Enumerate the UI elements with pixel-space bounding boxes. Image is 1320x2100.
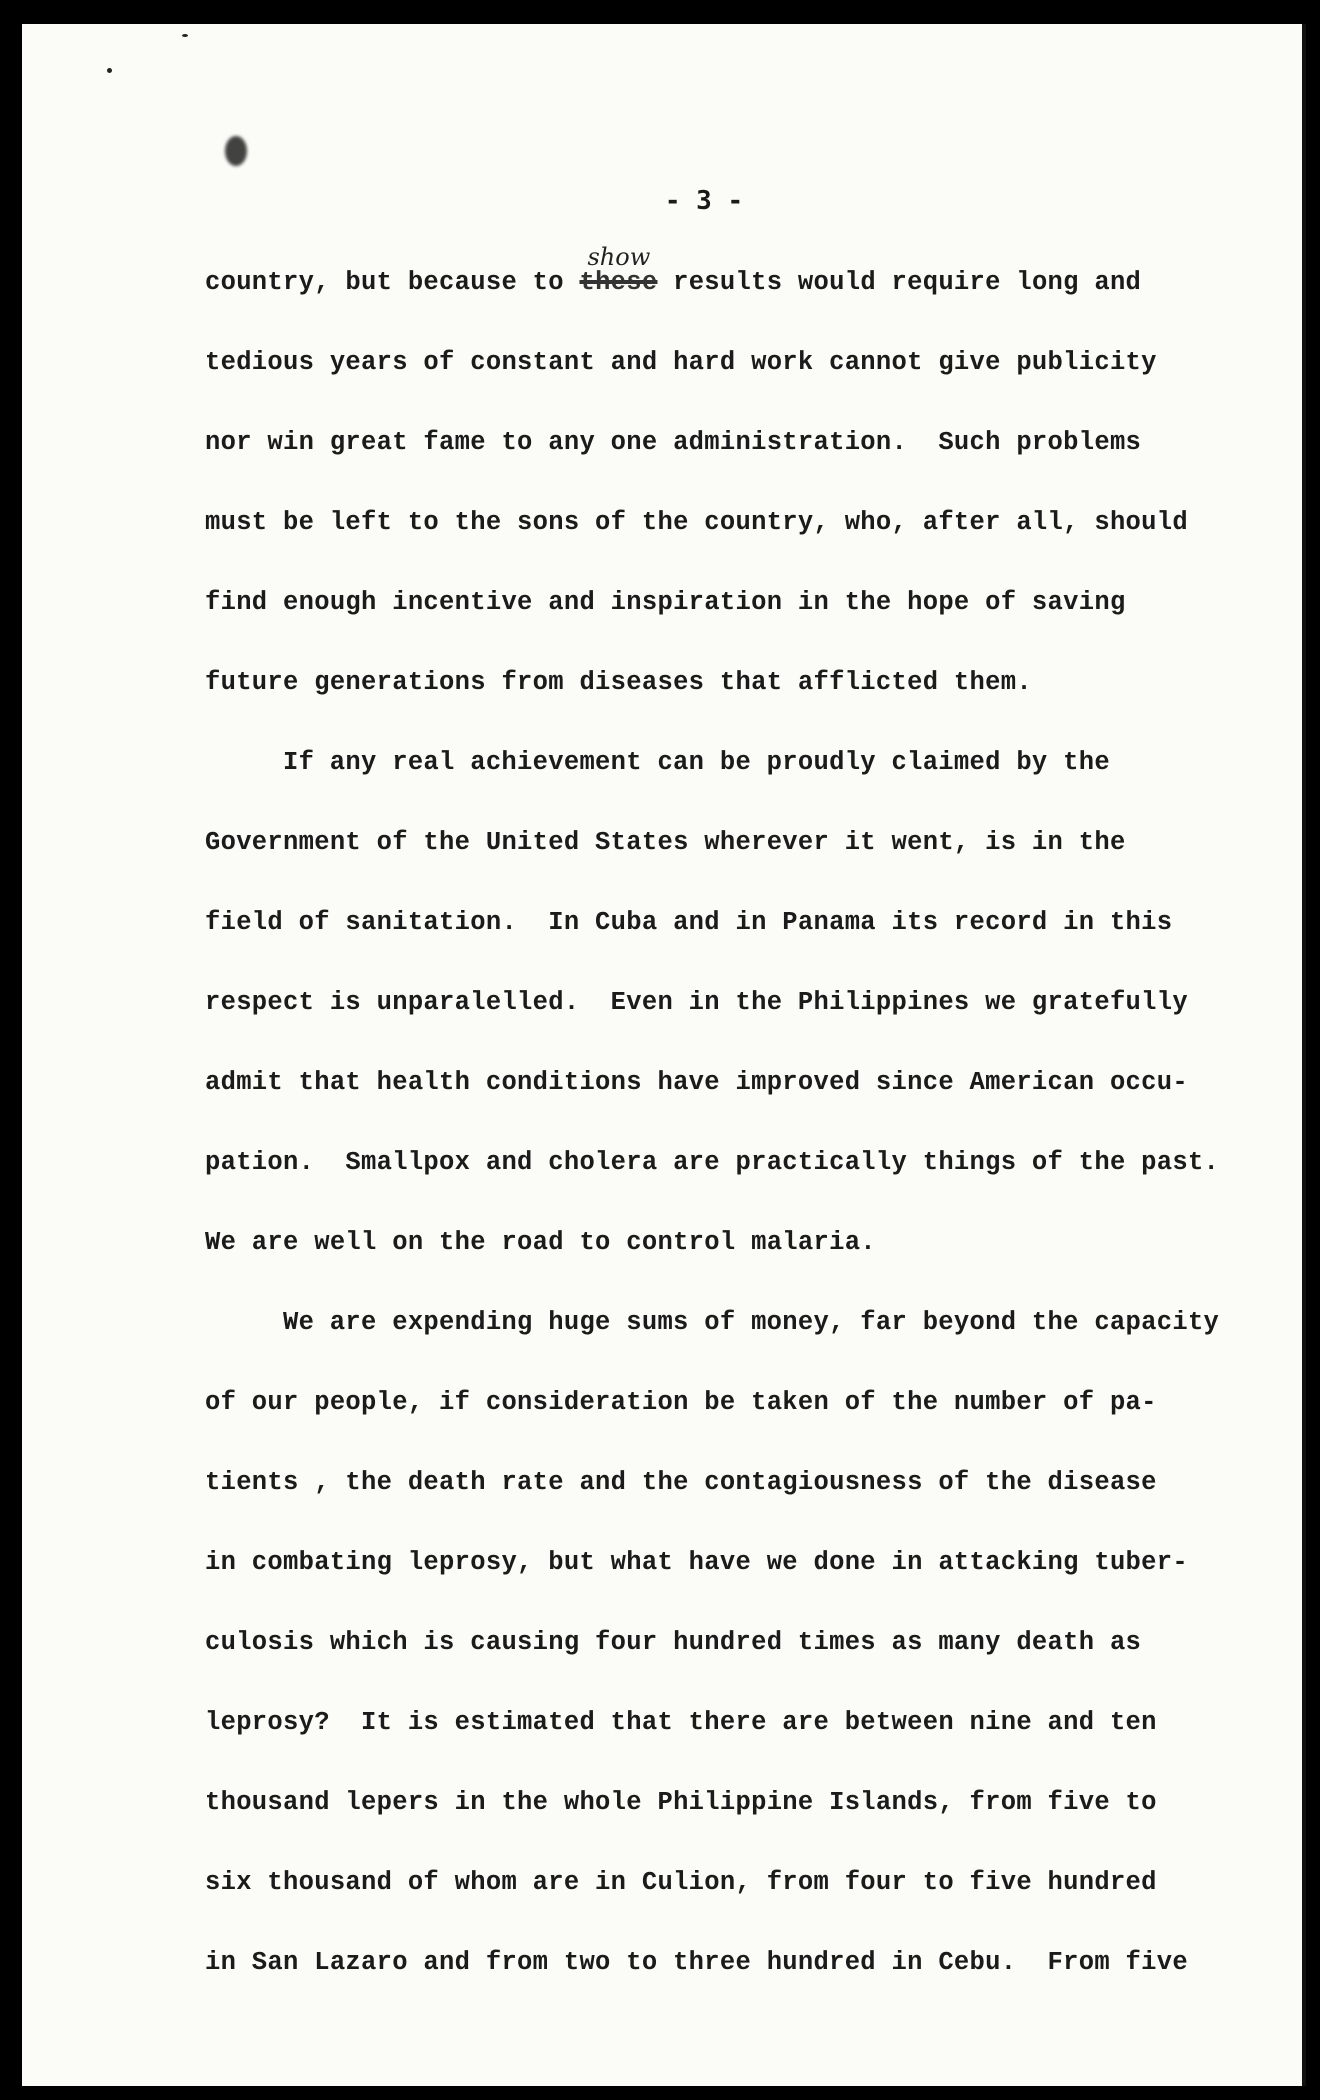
text-line: culosis which is causing four hundred times as many death as xyxy=(205,1628,1142,1657)
text-line: of our people, if consideration be taken of the number of pa- xyxy=(205,1388,1157,1417)
text-line: leprosy? It is estimated that there are between nine and ten xyxy=(205,1708,1157,1737)
text-line: pation. Smallpox and cholera are practically things of the past. xyxy=(205,1148,1220,1177)
text-line: We are well on the road to control malaria. xyxy=(205,1228,876,1257)
text-line: nor win great fame to any one administration. Such problems xyxy=(205,428,1142,457)
text-line: in combating leprosy, but what have we done in attacking tuber- xyxy=(205,1548,1188,1577)
ink-blot xyxy=(225,136,247,166)
paragraph-start-line: If any real achievement can be proudly claimed by the xyxy=(283,748,1110,777)
text-line: tedious years of constant and hard work cannot give publicity xyxy=(205,348,1157,377)
correction xyxy=(579,243,658,308)
ink-speck xyxy=(107,68,112,73)
text-line: thousand lepers in the whole Philippine Islands, from five to xyxy=(205,1788,1157,1817)
text-line: field of sanitation. In Cuba and in Panama its record in this xyxy=(205,908,1173,937)
page-number: - 3 - xyxy=(664,186,744,216)
handwritten-insertion: show xyxy=(587,243,651,271)
text-line: admit that health conditions have improved since American occu- xyxy=(205,1068,1188,1097)
paragraph-start-line: We are expending huge sums of money, far beyond the capacity xyxy=(283,1308,1220,1337)
text-line: respect is unparalelled. Even in the Philippines we gratefully xyxy=(205,988,1188,1017)
text-line: future generations from diseases that afflicted them. xyxy=(205,668,1032,697)
struck-word: these xyxy=(579,268,658,297)
text-line: six thousand of whom are in Culion, from four to five hundred xyxy=(205,1868,1157,1897)
text-line: country, but because to show these results would require long and xyxy=(205,258,1225,338)
text-line: Government of the United States wherever it went, is in the xyxy=(205,828,1126,857)
text-line: in San Lazaro and from two to three hundred in Cebu. From five xyxy=(205,1948,1188,1977)
typewritten-body xyxy=(205,243,1225,2018)
ink-speck xyxy=(182,34,188,37)
text-line: tients , the death rate and the contagiousness of the disease xyxy=(205,1468,1157,1497)
text-line: must be left to the sons of the country, who, after all, should xyxy=(205,508,1188,537)
text-line: find enough incentive and inspiration in the hope of saving xyxy=(205,588,1126,617)
